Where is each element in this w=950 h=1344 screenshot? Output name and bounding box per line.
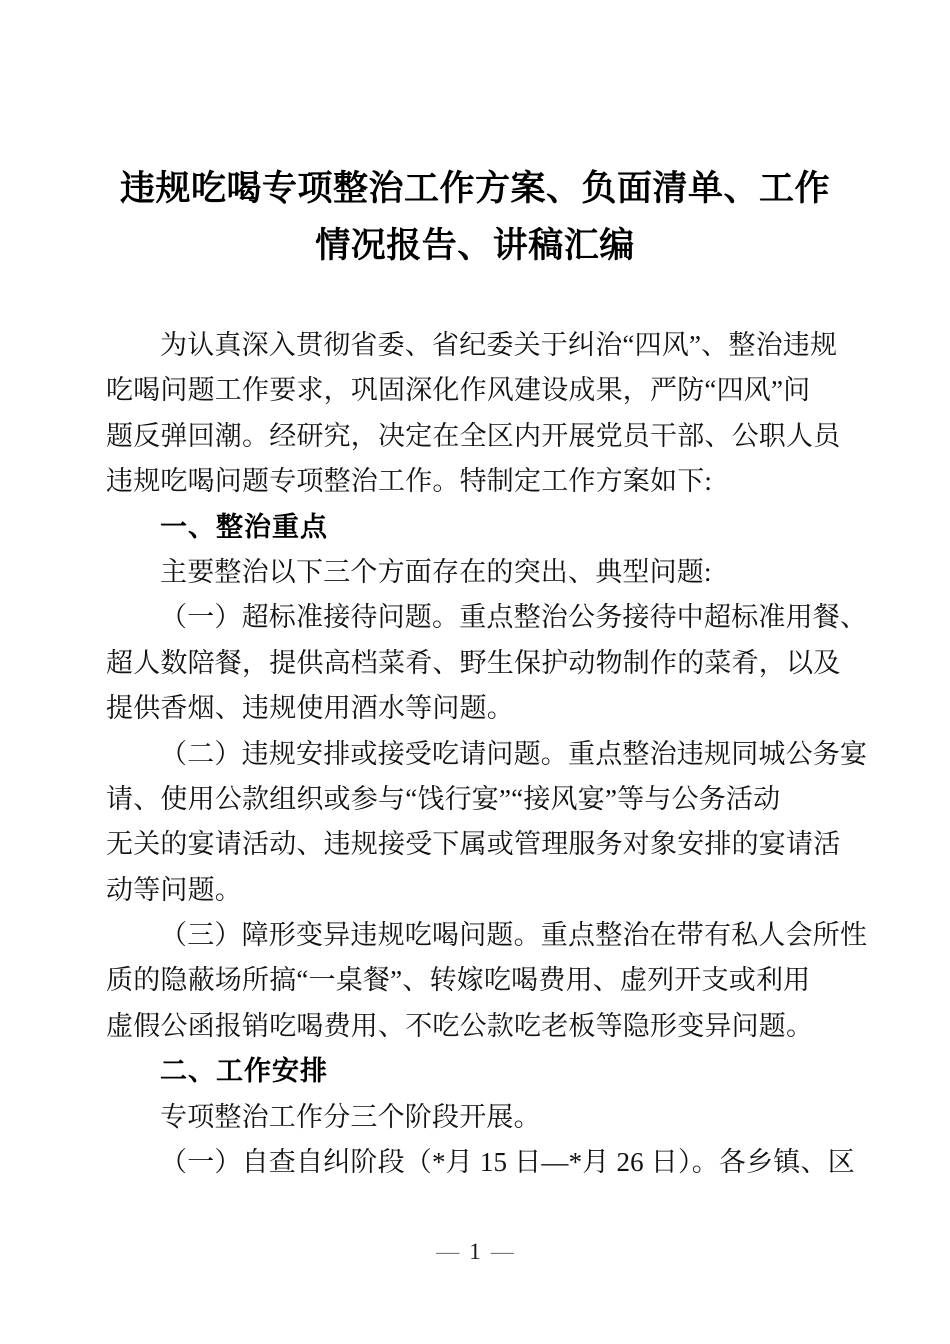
body-line: 提供香烟、违规使用酒水等问题。 <box>106 693 514 724</box>
body-line: 题反弹回潮。经研究，决定在全区内开展党员干部、公职人员 <box>106 420 841 451</box>
body-line: （一）自查自纠阶段（*月 15 日—*月 26 日）。各乡镇、区 <box>160 1147 855 1178</box>
body-line: 动等问题。 <box>106 874 242 905</box>
body-line: 质的隐蔽场所搞“一桌餐”、转嫁吃喝费用、虚列开支或利用 <box>106 965 811 996</box>
page-number: 1 <box>469 1239 481 1264</box>
body-line: （二）违规安排或接受吃请问题。重点整治违规同城公务宴 <box>160 738 868 769</box>
footer-dash-left: — <box>436 1239 460 1264</box>
document-title-line-1: 违规吃喝专项整治工作方案、负面清单、工作 <box>119 169 830 208</box>
body-line: 虚假公函报销吃喝费用、不吃公款吃老板等隐形变异问题。 <box>106 1010 814 1041</box>
footer-dash-right: — <box>490 1239 514 1264</box>
body-line: （三）障形变异违规吃喝问题。重点整治在带有私人会所性 <box>160 920 868 951</box>
body-line: 违规吃喝问题专项整治工作。特制定工作方案如下: <box>106 466 713 497</box>
body-line: 专项整治工作分三个阶段开展。 <box>160 1101 541 1132</box>
body-line: 为认真深入贯彻省委、省纪委关于纠治“四风”、整治违规 <box>160 330 838 360</box>
page-footer <box>0 1237 950 1267</box>
section-heading-1: 一、整治重点 <box>160 511 328 542</box>
body-line: 主要整治以下三个方面存在的突出、典型问题: <box>160 556 712 587</box>
document-body <box>106 323 868 1185</box>
section-heading-2: 二、工作安排 <box>160 1056 328 1087</box>
body-line: （一）超标准接待问题。重点整治公务接待中超标准用餐、 <box>160 602 868 633</box>
body-line: 吃喝问题工作要求，巩固深化作风建设成果，严防“四风”问 <box>106 375 811 406</box>
document-title-line-2: 情况报告、讲稿汇编 <box>315 226 635 265</box>
document-title <box>106 160 844 274</box>
body-line: 无关的宴请活动、违规接受下属或管理服务对象安排的宴请活 <box>106 829 841 860</box>
body-line: 超人数陪餐，提供高档菜肴、野生保护动物制作的菜肴，以及 <box>106 647 841 678</box>
body-line: 请、使用公款组织或参与“饯行宴”“接风宴”等与公务活动 <box>106 783 781 814</box>
